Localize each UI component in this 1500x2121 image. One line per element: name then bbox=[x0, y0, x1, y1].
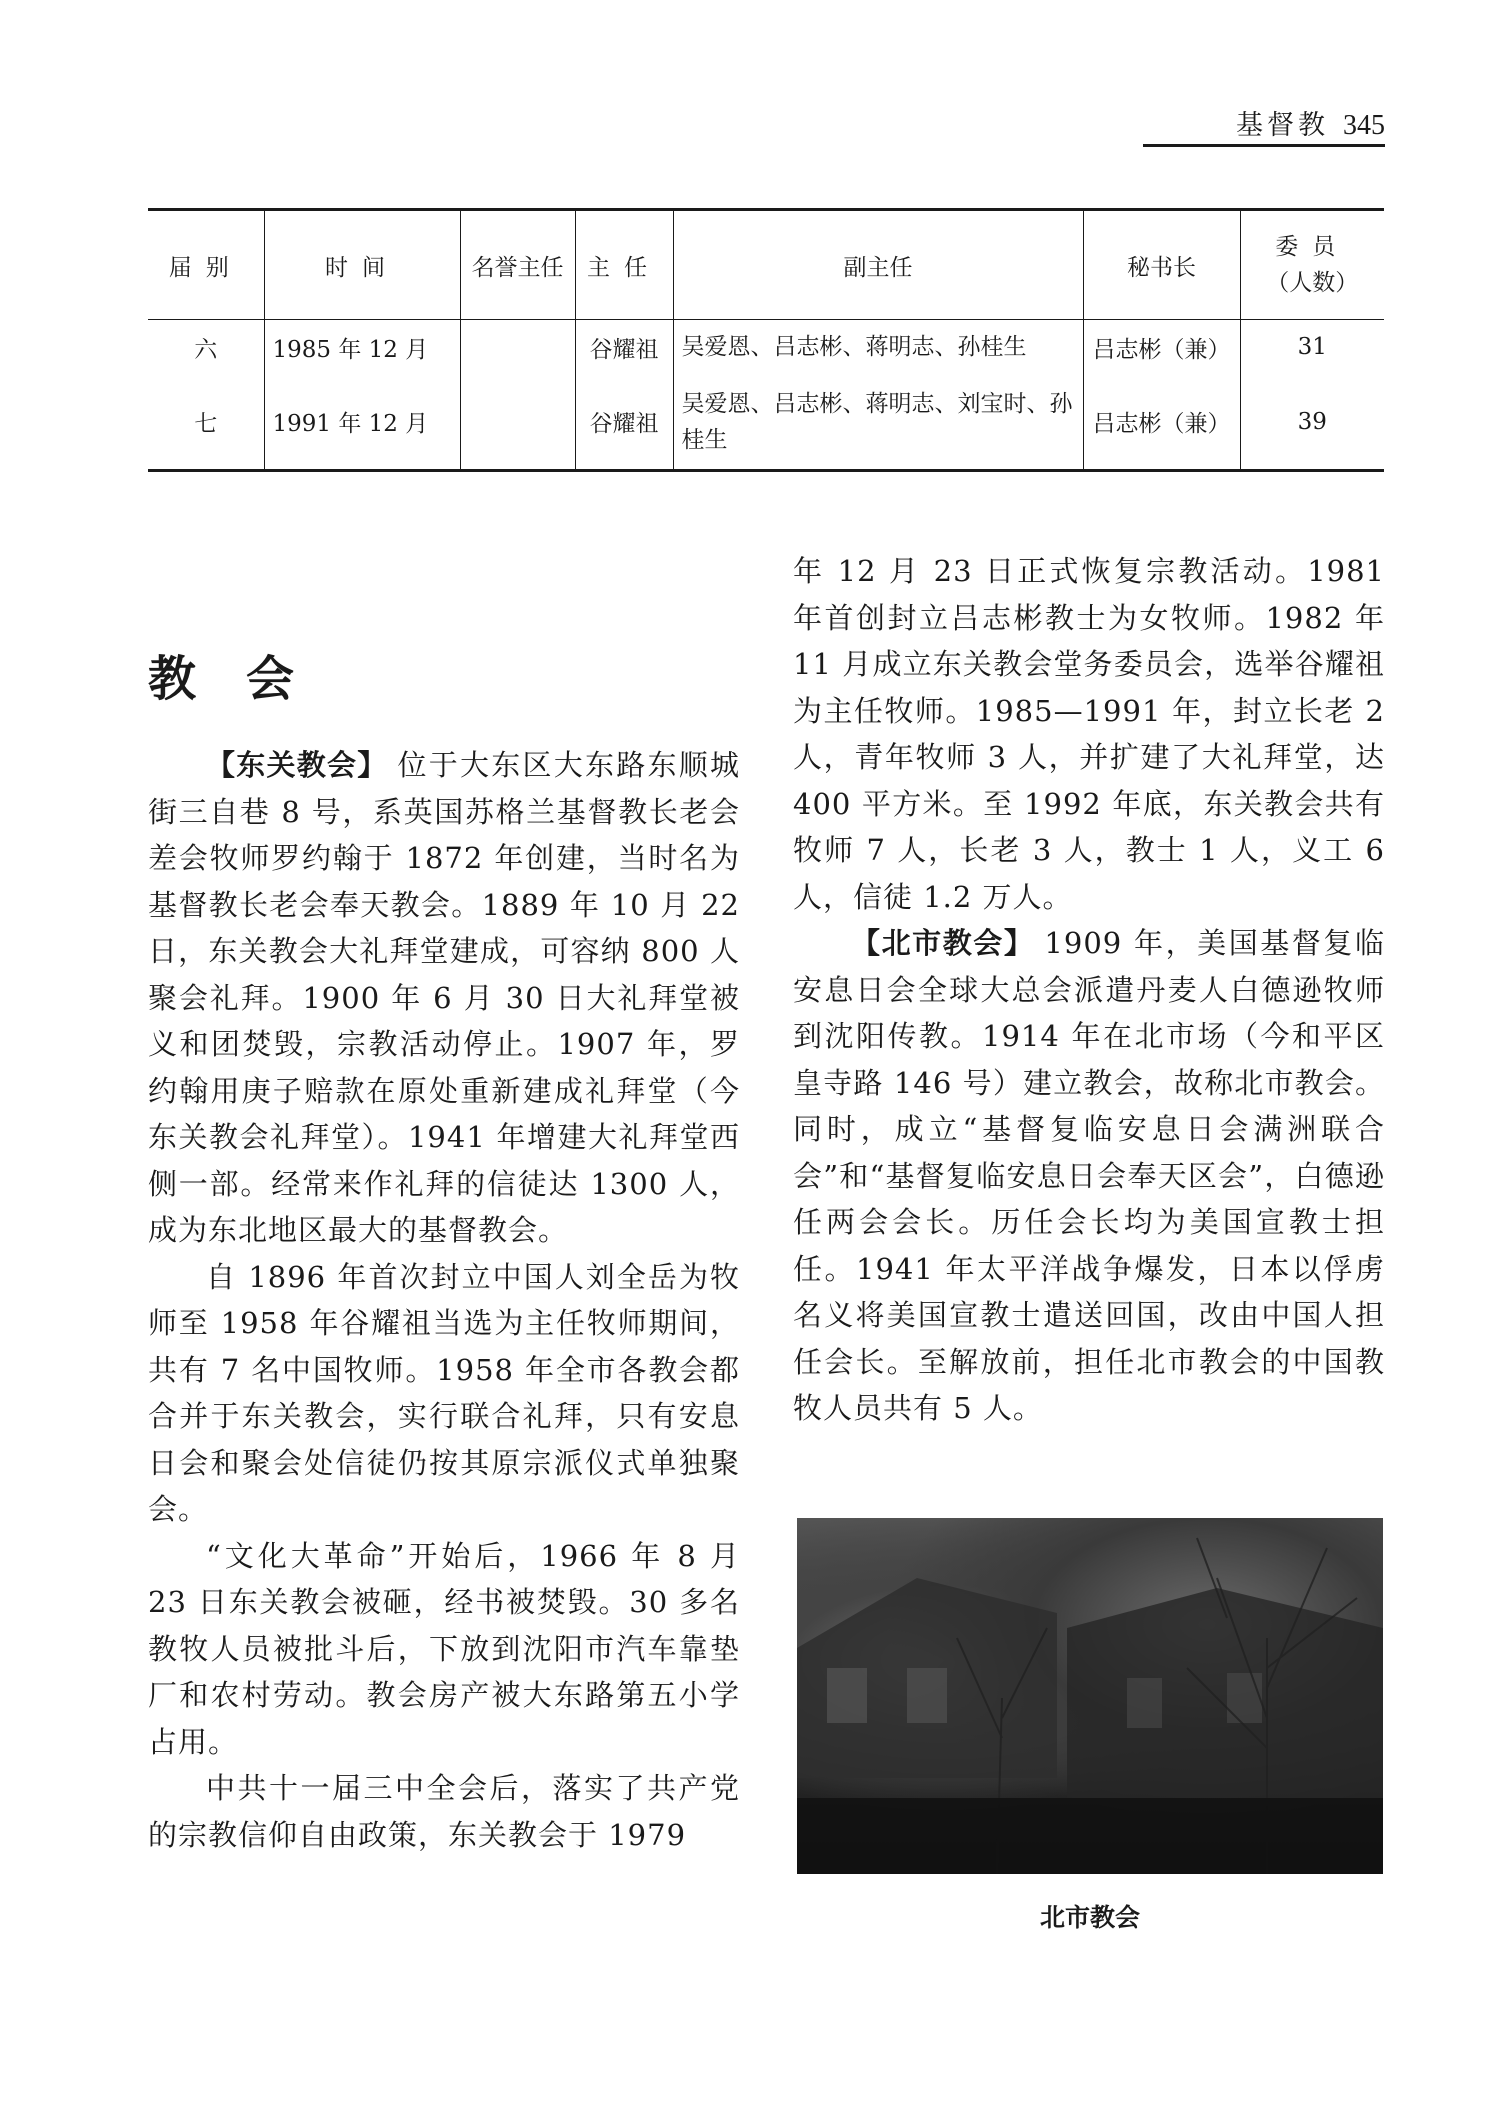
paragraph: 自 1896 年首次封立中国人刘全岳为牧师至 1958 年谷耀祖当选为主任牧师期间，共有 7 名中国牧师。1958 年全市各教会都合并于东关教会，实行联合礼拜，只有安息日会和聚会处信徒仍按其原宗派仪式单独聚会。 bbox=[148, 1259, 740, 1526]
header-vice-directors: 副主任 bbox=[673, 210, 1083, 320]
running-head bbox=[1143, 108, 1385, 147]
cell-honorary-director bbox=[460, 320, 575, 375]
paragraph-beishi-church bbox=[793, 920, 1385, 1432]
left-column bbox=[148, 742, 740, 1858]
cell-term: 七 bbox=[194, 411, 218, 438]
paragraph-text: 位于大东区大东路东顺城街三自巷 8 号，系英国苏格兰基督教长老会差会牧师罗约翰于 1872 年创建，当时名为基督教长老会奉天教会。1889 年 10 月 22 日，东关教会大礼拜堂建成，可容纳 800 人聚会礼拜。1900 年 6 月 30 日大礼拜堂被义和团焚毁，宗教活动停止。1907 年，罗约翰用庚子赔款在原处重新建成礼拜堂（今东关教会礼拜堂）。1941 年增建大礼拜堂西侧一部。经常来作礼拜的信徒达 1300 人，成为东北地区最大的基督教会。 bbox=[148, 748, 740, 1247]
cell-secretary-general: 吕志彬（兼） bbox=[1083, 375, 1240, 471]
cell-vice-directors: 吴爱恩、吕志彬、蒋明志、刘宝时、孙桂生 bbox=[673, 375, 1083, 471]
header-members bbox=[1240, 210, 1384, 320]
page-number: 345 bbox=[1343, 110, 1385, 141]
table-row bbox=[148, 320, 1384, 375]
running-head-section: 基督教 bbox=[1236, 110, 1329, 141]
entry-title-dongguan: 【东关教会】 bbox=[206, 748, 388, 782]
cell-time: 1985 年 12 月 bbox=[264, 320, 460, 375]
photo-caption: 北市教会 bbox=[1039, 1903, 1140, 1932]
cell-time: 1991 年 12 月 bbox=[264, 375, 460, 471]
section-title: 教会 bbox=[148, 651, 345, 707]
cell-honorary-director bbox=[460, 375, 575, 471]
church-photo-sketch bbox=[797, 1518, 1383, 1874]
header-director: 主任 bbox=[575, 210, 673, 320]
right-column bbox=[793, 548, 1385, 1432]
header-members-line2: （人数） bbox=[1266, 270, 1359, 296]
cell-director: 谷耀祖 bbox=[575, 320, 673, 375]
paragraph: “文化大革命”开始后，1966 年 8 月 23 日东关教会被砸，经书被焚毁。30 多名教牧人员被批斗后，下放到沈阳市汽车靠垫厂和农村劳动。教会房产被大东路第五小学占用。 bbox=[148, 1538, 740, 1759]
paragraph-text: 1909 年，美国基督复临安息日会全球大总会派遣丹麦人白德逊牧师到沈阳传教。1914 年在北市场（今和平区皇寺路 146 号）建立教会，故称北市教会。同时，成立“基督复临安息日会满洲联合会”和“基督复临安息日会奉天区会”，白德逊任两会会长。历任会长均为美国宣教士担任。1941 年太平洋战争爆发，日本以俘虏名义将美国宣教士遣送回国，改由中国人担任会长。至解放前，担任北市教会的中国教牧人员共有 5 人。 bbox=[793, 926, 1385, 1425]
cell-members: 39 bbox=[1240, 375, 1384, 471]
paragraph: 中共十一届三中全会后，落实了共产党的宗教信仰自由政策，东关教会于 1979 bbox=[148, 1771, 740, 1852]
header-members-line1: 委员 bbox=[1275, 234, 1350, 260]
entry-title-beishi: 【北市教会】 bbox=[851, 926, 1035, 960]
header-honorary-director: 名誉主任 bbox=[460, 210, 575, 320]
cell-director: 谷耀祖 bbox=[575, 375, 673, 471]
paragraph-dongguan-church bbox=[148, 742, 740, 1254]
committee-table bbox=[148, 208, 1384, 472]
paragraph-continued: 年 12 月 23 日正式恢复宗教活动。1981 年首创封立吕志彬教士为女牧师。1982 年 11 月成立东关教会堂务委员会，选举谷耀祖为主任牧师。1985—1991 年，封立长老 2 人，青年牧师 3 人，并扩建了大礼拜堂，达 400 平方米。至 1992 年底，东关教会共有牧师 7 人，长老 3 人，教士 1 人，义工 6 人，信徒 1.2 万人。 bbox=[793, 554, 1385, 914]
table-header-row bbox=[148, 210, 1384, 320]
cell-secretary-general: 吕志彬（兼） bbox=[1083, 320, 1240, 375]
header-time: 时间 bbox=[264, 210, 460, 320]
cell-members: 31 bbox=[1240, 320, 1384, 375]
cell-term: 六 bbox=[194, 336, 218, 363]
church-photo bbox=[797, 1518, 1383, 1874]
header-secretary-general: 秘书长 bbox=[1083, 210, 1240, 320]
table-row bbox=[148, 375, 1384, 471]
cell-vice-directors: 吴爱恩、吕志彬、蒋明志、孙桂生 bbox=[673, 320, 1083, 375]
header-term: 届别 bbox=[168, 254, 243, 281]
